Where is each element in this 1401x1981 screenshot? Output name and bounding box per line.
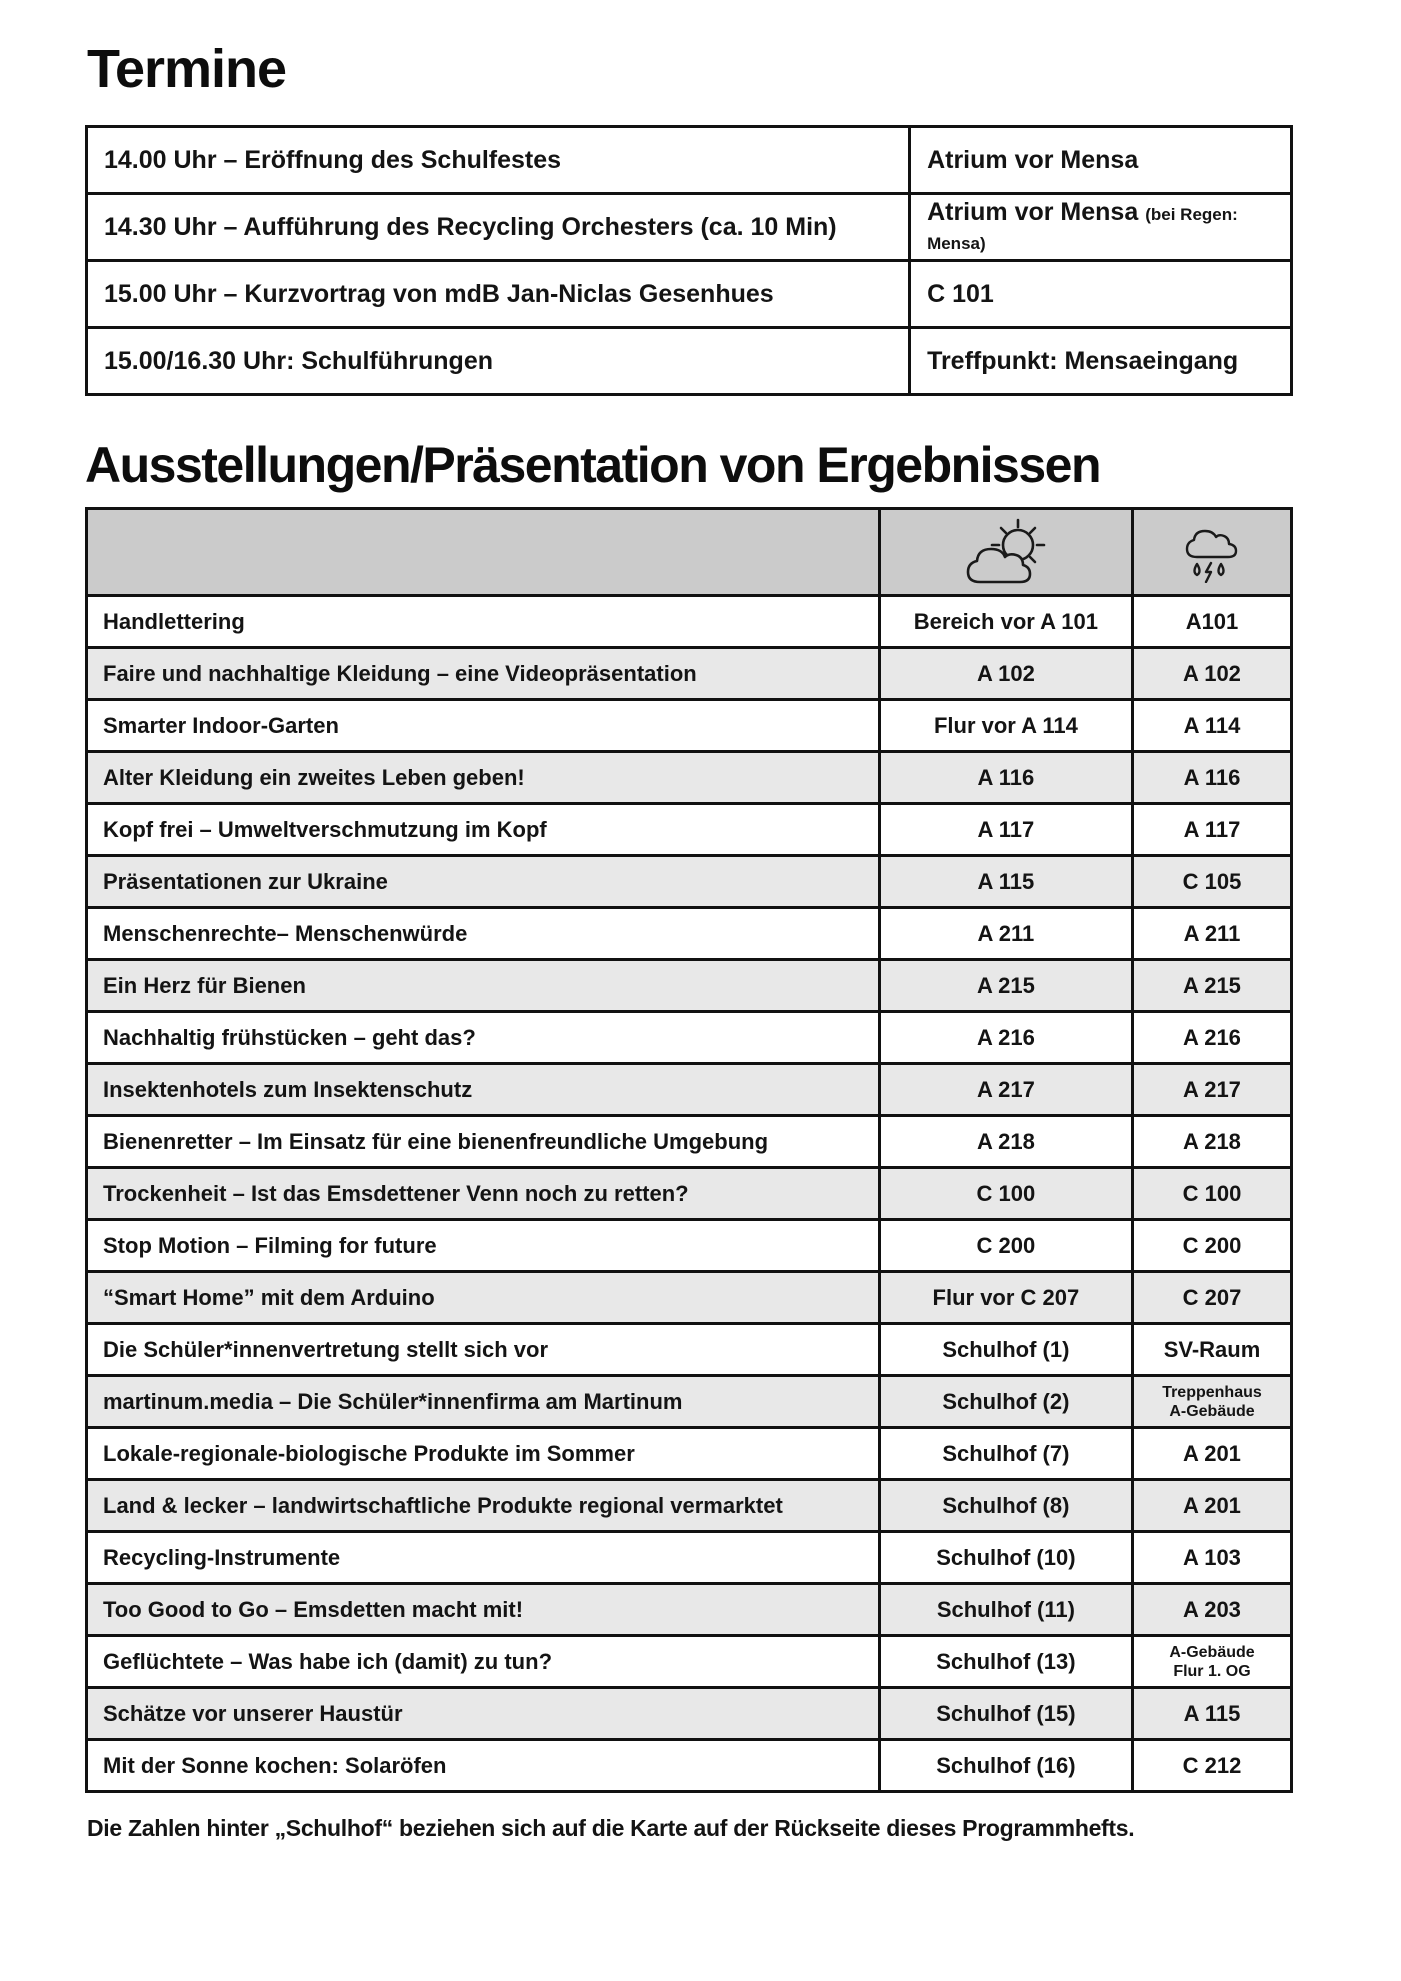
- exhibit-title: Trockenheit – Ist das Emsdettener Venn noch zu retten?: [87, 1168, 880, 1220]
- table-row: [87, 1012, 1292, 1064]
- event-location: [910, 127, 1292, 194]
- exhibit-title: Nachhaltig frühstücken – geht das?: [87, 1012, 880, 1064]
- rainy-location-line: Treppenhaus: [1162, 1383, 1262, 1401]
- sunny-location: A 102: [879, 648, 1132, 700]
- table-row: [87, 960, 1292, 1012]
- exhibitions-table: [85, 507, 1293, 1793]
- rainy-location: A 117: [1132, 804, 1291, 856]
- exhibit-title: Mit der Sonne kochen: Solaröfen: [87, 1740, 880, 1792]
- exhibit-title: Too Good to Go – Emsdetten macht mit!: [87, 1584, 880, 1636]
- exhibit-title: Faire und nachhaltige Kleidung – eine Videopräsentation: [87, 648, 880, 700]
- sunny-location: A 217: [879, 1064, 1132, 1116]
- table-row: [87, 1688, 1292, 1740]
- rainy-location: A 203: [1132, 1584, 1291, 1636]
- exhibit-title: “Smart Home” mit dem Arduino: [87, 1272, 880, 1324]
- exhibit-title: Alter Kleidung ein zweites Leben geben!: [87, 752, 880, 804]
- sunny-location: A 117: [879, 804, 1132, 856]
- exhibit-title: Handlettering: [87, 596, 880, 648]
- rainy-location: A 115: [1132, 1688, 1291, 1740]
- location-text: Atrium vor Mensa: [927, 145, 1139, 174]
- exhibit-title: Geflüchtete – Was habe ich (damit) zu tun?: [87, 1636, 880, 1688]
- table-row: [87, 752, 1292, 804]
- rainy-location: SV-Raum: [1132, 1324, 1291, 1376]
- rainy-weather-header: [1132, 509, 1291, 596]
- table-header-row: [87, 509, 1292, 596]
- rainy-location: [1132, 1376, 1291, 1428]
- sunny-location: A 218: [879, 1116, 1132, 1168]
- exhibit-title: martinum.media – Die Schüler*innenfirma am Martinum: [87, 1376, 880, 1428]
- sunny-location: Schulhof (7): [879, 1428, 1132, 1480]
- rainy-location: A 211: [1132, 908, 1291, 960]
- rainy-location-line: Flur 1. OG: [1173, 1662, 1251, 1680]
- sunny-location: Schulhof (16): [879, 1740, 1132, 1792]
- event-label: 15.00/16.30 Uhr: Schulführungen: [87, 328, 910, 395]
- rainy-location: C 200: [1132, 1220, 1291, 1272]
- table-row: [87, 648, 1292, 700]
- rainy-location: A 102: [1132, 648, 1291, 700]
- sunny-location: Schulhof (1): [879, 1324, 1132, 1376]
- rainy-location: C 212: [1132, 1740, 1291, 1792]
- table-row: [87, 908, 1292, 960]
- rainy-location: A 216: [1132, 1012, 1291, 1064]
- table-row: [87, 1584, 1292, 1636]
- exhibit-title: Stop Motion – Filming for future: [87, 1220, 880, 1272]
- rainy-location: C 207: [1132, 1272, 1291, 1324]
- table-row: [87, 1324, 1292, 1376]
- event-label: 14.00 Uhr – Eröffnung des Schulfestes: [87, 127, 910, 194]
- sunny-location: Flur vor A 114: [879, 700, 1132, 752]
- exhibit-title: Schätze vor unserer Haustür: [87, 1688, 880, 1740]
- table-row: [87, 261, 1292, 328]
- table-row: [87, 328, 1292, 395]
- sunny-location: Bereich vor A 101: [879, 596, 1132, 648]
- exhibit-title: Insektenhotels zum Insektenschutz: [87, 1064, 880, 1116]
- rainy-location: A 103: [1132, 1532, 1291, 1584]
- rainy-location: A 215: [1132, 960, 1291, 1012]
- table-row: [87, 700, 1292, 752]
- location-note: (bei Regen: Mensa): [927, 205, 1238, 254]
- rainy-location: A 201: [1132, 1480, 1291, 1532]
- sunny-location: Schulhof (15): [879, 1688, 1132, 1740]
- sunny-location: Flur vor C 207: [879, 1272, 1132, 1324]
- rainy-location: A 217: [1132, 1064, 1291, 1116]
- location-text: Treffpunkt: Mensaeingang: [927, 346, 1239, 375]
- sunny-location: A 216: [879, 1012, 1132, 1064]
- event-location: [910, 328, 1292, 395]
- table-row: [87, 1272, 1292, 1324]
- exhibit-title: Land & lecker – landwirtschaftliche Produkte regional vermarktet: [87, 1480, 880, 1532]
- sunny-location: C 100: [879, 1168, 1132, 1220]
- sun-behind-cloud-icon: [882, 518, 1130, 586]
- table-row: [87, 1428, 1292, 1480]
- sunny-location: A 211: [879, 908, 1132, 960]
- table-row: [87, 856, 1292, 908]
- termine-title: Termine: [87, 39, 287, 99]
- location-text: Atrium vor Mensa: [927, 198, 1139, 227]
- sunny-location: Schulhof (10): [879, 1532, 1132, 1584]
- footer-note: Die Zahlen hinter „Schulhof“ beziehen sich auf die Karte auf der Rückseite dieses Programmhefts.: [87, 1815, 1135, 1842]
- sunny-location: A 215: [879, 960, 1132, 1012]
- table-row: [87, 1376, 1292, 1428]
- termine-table: [85, 125, 1293, 396]
- table-row: [87, 1116, 1292, 1168]
- exhibit-title: Recycling-Instrumente: [87, 1532, 880, 1584]
- sunny-location: Schulhof (11): [879, 1584, 1132, 1636]
- exhibit-title: Smarter Indoor-Garten: [87, 700, 880, 752]
- table-row: [87, 1636, 1292, 1688]
- exhibit-title: Präsentationen zur Ukraine: [87, 856, 880, 908]
- sunny-location: Schulhof (8): [879, 1480, 1132, 1532]
- table-row: [87, 1532, 1292, 1584]
- rainy-location: A 201: [1132, 1428, 1291, 1480]
- event-location: [910, 194, 1292, 261]
- rainy-location: C 105: [1132, 856, 1291, 908]
- exhibit-title: Die Schüler*innenvertretung stellt sich vor: [87, 1324, 880, 1376]
- location-text: C 101: [927, 279, 994, 308]
- rainy-location: A 218: [1132, 1116, 1291, 1168]
- table-row: [87, 1168, 1292, 1220]
- sunny-location: Schulhof (2): [879, 1376, 1132, 1428]
- event-label: 15.00 Uhr – Kurzvortrag von mdB Jan-Niclas Gesenhues: [87, 261, 910, 328]
- exhibit-title: Menschenrechte– Menschenwürde: [87, 908, 880, 960]
- rainy-location-line: A-Gebäude: [1169, 1643, 1255, 1661]
- sunny-location: A 116: [879, 752, 1132, 804]
- rainy-location: A 116: [1132, 752, 1291, 804]
- ausstellungen-title: Ausstellungen/Präsentation von Ergebnissen: [85, 437, 1101, 494]
- sunny-location: C 200: [879, 1220, 1132, 1272]
- rainy-location: A 114: [1132, 700, 1291, 752]
- exhibit-title: Kopf frei – Umweltverschmutzung im Kopf: [87, 804, 880, 856]
- rainy-location: C 100: [1132, 1168, 1291, 1220]
- table-row: [87, 194, 1292, 261]
- sunny-location: Schulhof (13): [879, 1636, 1132, 1688]
- rainy-location: [1132, 1636, 1291, 1688]
- exhibit-title: Bienenretter – Im Einsatz für eine bienenfreundliche Umgebung: [87, 1116, 880, 1168]
- exhibit-title: Lokale-regionale-biologische Produkte im Sommer: [87, 1428, 880, 1480]
- sunny-location: A 115: [879, 856, 1132, 908]
- table-row: [87, 127, 1292, 194]
- header-empty-cell: [87, 509, 880, 596]
- table-row: [87, 1480, 1292, 1532]
- event-label: 14.30 Uhr – Aufführung des Recycling Orchesters (ca. 10 Min): [87, 194, 910, 261]
- rainy-location: A101: [1132, 596, 1291, 648]
- table-row: [87, 1740, 1292, 1792]
- table-row: [87, 596, 1292, 648]
- table-row: [87, 1220, 1292, 1272]
- rain-cloud-icon: [1135, 521, 1289, 583]
- exhibit-title: Ein Herz für Bienen: [87, 960, 880, 1012]
- table-row: [87, 1064, 1292, 1116]
- sunny-weather-header: [879, 509, 1132, 596]
- rainy-location-line: A-Gebäude: [1169, 1402, 1255, 1420]
- event-location: [910, 261, 1292, 328]
- table-row: [87, 804, 1292, 856]
